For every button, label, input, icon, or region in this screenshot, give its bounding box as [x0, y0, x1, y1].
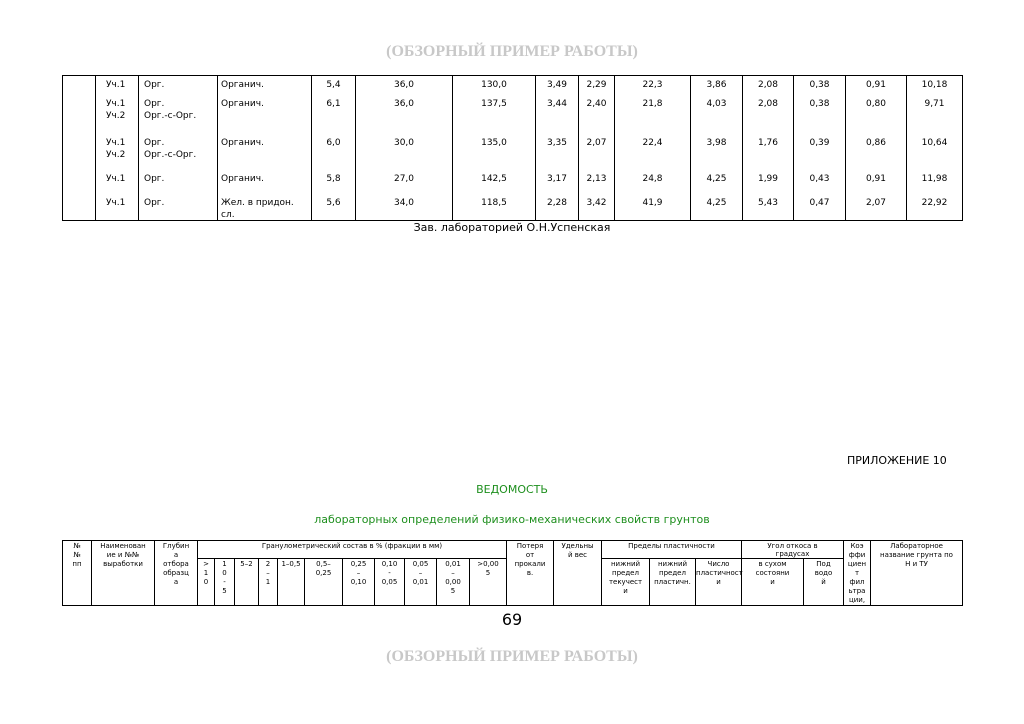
value-cell: 34,0: [355, 194, 452, 220]
header-slope-underwater: Под водо й: [803, 558, 844, 606]
header-fraction: 0,01 – 0,00 5: [436, 558, 470, 606]
value-cell: 22,3: [614, 76, 690, 95]
value-cell: 2,28: [535, 194, 578, 220]
soil-type-cell: Орг.: [138, 76, 217, 95]
watermark-bottom: (ОБЗОРНЫЙ ПРИМЕР РАБОТЫ): [386, 648, 638, 665]
value-cell: 4,25: [690, 194, 742, 220]
value-cell: 3,86: [690, 76, 742, 95]
value-cell: 1,99: [742, 170, 793, 194]
header-excavation-name: Наименован ие и №№ выработки: [91, 540, 155, 606]
value-cell: 36,0: [355, 95, 452, 134]
value-cell: 24,8: [614, 170, 690, 194]
header-fraction: 5–2: [234, 558, 259, 606]
header-fraction: 2 – 1: [258, 558, 278, 606]
table-row: [62, 76, 963, 95]
header-lab-soil-name: Лабораторное название грунта по Н и ТУ: [870, 540, 963, 606]
value-cell: 4,25: [690, 170, 742, 194]
plot-cell: Уч.1: [95, 194, 138, 220]
value-cell: 3,98: [690, 134, 742, 170]
value-cell: 5,4: [311, 76, 355, 95]
header-fraction: 0,5– 0,25: [304, 558, 343, 606]
header-plastic-limit: нижний предел пластичн.: [649, 558, 696, 606]
value-cell: 36,0: [355, 76, 452, 95]
value-cell: 0,80: [845, 95, 906, 134]
empty-cell: [62, 170, 95, 194]
value-cell: 0,39: [793, 134, 845, 170]
value-cell: 0,91: [845, 76, 906, 95]
value-cell: 2,07: [845, 194, 906, 220]
value-cell: 130,0: [452, 76, 535, 95]
plot-cell: Уч.1: [95, 170, 138, 194]
header-plasticity-limits: Пределы пластичности: [601, 540, 742, 559]
value-cell: 3,49: [535, 76, 578, 95]
value-cell: 118,5: [452, 194, 535, 220]
value-cell: 5,43: [742, 194, 793, 220]
table-row: [62, 194, 963, 220]
value-cell: 3,44: [535, 95, 578, 134]
table-row: [62, 95, 963, 134]
document-title: ВЕДОМОСТЬ: [476, 483, 548, 496]
value-cell: 10,18: [906, 76, 963, 95]
watermark-top: (ОБЗОРНЫЙ ПРИМЕР РАБОТЫ): [386, 43, 638, 60]
value-cell: 0,38: [793, 95, 845, 134]
page-number: 69: [501, 610, 523, 629]
header-sample-depth: Глубин а отбора образц а: [154, 540, 198, 606]
soil-type-cell: Орг.: [138, 194, 217, 220]
value-cell: 9,71: [906, 95, 963, 134]
header-ignition-loss: Потеря от прокали в.: [506, 540, 554, 606]
value-cell: 142,5: [452, 170, 535, 194]
soil-type-cell: Орг. Орг.-с-Орг.: [138, 134, 217, 170]
header-specific-weight: Удельны й вес: [553, 540, 602, 606]
value-cell: 41,9: [614, 194, 690, 220]
value-cell: 3,17: [535, 170, 578, 194]
empty-cell: [62, 95, 95, 134]
value-cell: 22,92: [906, 194, 963, 220]
value-cell: 2,40: [578, 95, 614, 134]
header-fraction: 0,25 – 0,10: [342, 558, 375, 606]
soil-description-cell: Жел. в придон. сл.: [217, 194, 311, 220]
value-cell: 21,8: [614, 95, 690, 134]
header-plasticity-index: Число пластичност и: [695, 558, 742, 606]
value-cell: 1,76: [742, 134, 793, 170]
soil-properties-table-header: [62, 540, 963, 606]
value-cell: 135,0: [452, 134, 535, 170]
value-cell: 5,6: [311, 194, 355, 220]
value-cell: 2,08: [742, 76, 793, 95]
header-fraction: 1–0,5: [277, 558, 305, 606]
results-table: [62, 75, 963, 221]
plot-cell: Уч.1 Уч.2: [95, 95, 138, 134]
soil-description-cell: Органич.: [217, 76, 311, 95]
soil-type-cell: Орг. Орг.-с-Орг.: [138, 95, 217, 134]
empty-cell: [62, 194, 95, 220]
header-fraction: > 1 0: [197, 558, 215, 606]
value-cell: 2,08: [742, 95, 793, 134]
value-cell: 137,5: [452, 95, 535, 134]
document-subtitle: лабораторных определений физико-механических свойств грунтов: [314, 513, 710, 526]
plot-cell: Уч.1: [95, 76, 138, 95]
value-cell: 3,42: [578, 194, 614, 220]
value-cell: 2,29: [578, 76, 614, 95]
value-cell: 4,03: [690, 95, 742, 134]
header-fraction: 0,10 - 0,05: [374, 558, 405, 606]
header-filtration-coefficient: Коэ ффи циен т фил ьтра ции,: [843, 540, 871, 606]
table-row: [62, 134, 963, 170]
soil-description-cell: Органич.: [217, 134, 311, 170]
value-cell: 0,43: [793, 170, 845, 194]
value-cell: 22,4: [614, 134, 690, 170]
value-cell: 0,38: [793, 76, 845, 95]
value-cell: 10,64: [906, 134, 963, 170]
value-cell: 11,98: [906, 170, 963, 194]
soil-type-cell: Орг.: [138, 170, 217, 194]
soil-description-cell: Органич.: [217, 95, 311, 134]
value-cell: 0,91: [845, 170, 906, 194]
header-number: № № пп: [62, 540, 92, 606]
empty-cell: [62, 76, 95, 95]
value-cell: 0,86: [845, 134, 906, 170]
header-slope-dry: в сухом состояни и: [741, 558, 804, 606]
soil-description-cell: Органич.: [217, 170, 311, 194]
appendix-label: ПРИЛОЖЕНИЕ 10: [847, 454, 947, 467]
header-fraction: >0,00 5: [469, 558, 507, 606]
plot-cell: Уч.1 Уч.2: [95, 134, 138, 170]
header-granulometry: Гранулометрический состав в % (фракции в мм): [197, 540, 507, 559]
value-cell: 2,07: [578, 134, 614, 170]
value-cell: 2,13: [578, 170, 614, 194]
header-fraction: 0,05 – 0,01: [404, 558, 437, 606]
value-cell: 5,8: [311, 170, 355, 194]
header-fraction: 1 0 - 5: [214, 558, 235, 606]
value-cell: 6,1: [311, 95, 355, 134]
value-cell: 0,47: [793, 194, 845, 220]
lab-head-signature: Зав. лабораторией О.Н.Успенская: [413, 221, 611, 234]
value-cell: 30,0: [355, 134, 452, 170]
header-liquid-limit: нижний предел текучест и: [601, 558, 650, 606]
value-cell: 3,35: [535, 134, 578, 170]
value-cell: 6,0: [311, 134, 355, 170]
value-cell: 27,0: [355, 170, 452, 194]
table-row: [62, 170, 963, 194]
empty-cell: [62, 134, 95, 170]
header-slope-angle: Угол откоса в градусах: [741, 540, 844, 559]
